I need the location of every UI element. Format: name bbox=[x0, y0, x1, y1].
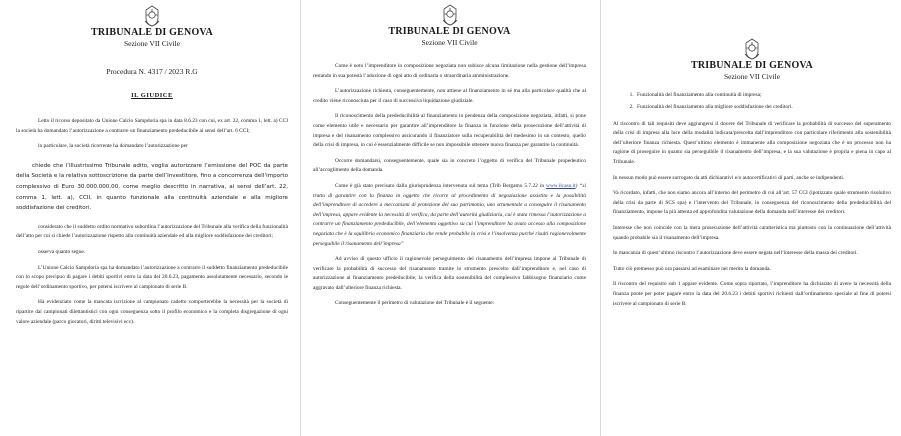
paragraph: Letto il ricorso depositato da Unione Calcio Sampdoria spa in data 8.6.23 con cui, ex art. 22, comma 1, lett. a) CCI la società ha domandato l’autorizzazione a contrarre un finanziamento prededucibile ai sensi dell’art. 6 CCI; bbox=[16, 118, 288, 134]
emblem-icon bbox=[441, 4, 459, 26]
paragraph: Interesse che non coincide con la mera prosecuzione dell’attività caratteristica ma piuttosto con la continuazione dell’attività quando probabile sia il risanamento dell’impresa. bbox=[613, 224, 891, 241]
paragraph: Come è noto l’imprenditore in composizione negoziata non subisce alcuna limitazione nella gestione dell’impresa restando in sua potestà l’adozione di ogni atto di ordinaria o straordinaria amministrazione. bbox=[313, 63, 586, 79]
paragraph: In nessun modo può essere surrogato da atti dichiarativi e/o autocertificativi di parti, anche se indipendenti. bbox=[613, 174, 845, 181]
paragraph: Il riscontro del requisito sub 1 appare evidente. Come sopra riportato, l’imprenditore ha dichiarato di avere la necessità della finanza ponte per poter pagare entro la data del 20.6.23 i debiti sportivi richiesti dall’ordinamento speciale al fine di potersi iscrivere al campionato di serie B. bbox=[613, 281, 891, 307]
paragraph: L’Unione Calcio Sampdoria spa ha domandato l’autorizzazione a contrarre il suddetto finanziamento prededucibile con lo scopo precipuo di pagare i debiti sportivi entro la data del 20.6.23, pagamento assolutamente necessario, secondo le regole dell’ordinamento sportivo, per potersi iscrivere al campionato di serie B. bbox=[16, 264, 288, 290]
emblem-icon bbox=[143, 5, 161, 27]
document-page-2 bbox=[300, 0, 600, 436]
paragraph: Va ricordato, infatti, che non siamo ancora all’interno del perimetro di cui all’art. 57 CCI (ipotizzato quale strumento risolutivo della crisi da parte di SCS spa) e l’intervento del Tribunale, in conseguenza del riconoscimento della prededucibilità del finanziamento, impone la più attenta ed approfondita valutazione della domanda nell’interesse dei creditori. bbox=[613, 190, 891, 216]
court-section: Sezione VII Civile bbox=[421, 38, 478, 47]
court-name: TRIBUNALE DI GENOVA bbox=[388, 26, 511, 37]
court-section: Sezione VII Civile bbox=[123, 39, 181, 48]
document-page-1 bbox=[0, 0, 300, 436]
paragraph: Il riconoscimento della prededucibilità al finanziamento in pendenza della composizione negoziata, infatti, si pone come elemento utile e necessario per garantire all’imprenditore la finanza in funzione della prosecuzione dell’attività di impresa e del risanamento complessivo assicurando il finanziatore sulla recuperabilità del medesimo in un contesto, quello della crisi di impresa, in cui è essenzialmente difficile se non impossibile ottenere nuova finanza per garantire la continuità. bbox=[313, 113, 586, 149]
paragraph: Tutto ciò premesso può ora passarsi ad esaminare nel merito la domanda. bbox=[613, 265, 771, 272]
paragraph-text: Come è già stato precisato dalla giurisprudenza intervenuta sul tema (Trib Bergamo 5.7.22 in bbox=[335, 182, 547, 189]
emblem-icon bbox=[743, 38, 761, 60]
paragraph: in particolare, la società ricorrente ha domandato l’autorizzazione per bbox=[38, 143, 188, 150]
paragraph: Al riscontro di tali requisiti deve aggiungersi il dovere del Tribunale di verificare la probabilità di successo del superamento della crisi di impresa alla luce della modalità indicata/prescelta dall’imprenditore con particolare riferimento alla sostenibilità dell’ulteriore finanza richiesta. Quest’ultimo elemento è immanente alla composizione negoziata che è un processo non ha ragione di proseguire in quanto sia perseguibile il risanamento dell’impresa, e la sua valutazione è propria e piena in capo al Tribunale. bbox=[613, 120, 891, 165]
evaluation-list bbox=[613, 90, 891, 114]
citation-quote: ) “si tratta di garantire con la finanza in oggetto che ricorre al procedimento di negoziazione assistita e la possibilità dell’imprenditore di accedere a meccanismi di protezione del suo patrimonio, uno strumentale a conseguire il risanamento dell’impresa, appare evidente la necessità di verifica, da parte dell’autorità giudiziaria, cui è stata rimessa l’autorizzazione a contrarre un finanziamento prededucibile, dell’elemento oggettivo su cui l’imprenditore ha avuto accesso alla composizione negoziata che è la squilibrio economico finanziario che rende probabile la crisi e l’insolvenza purché risulti ragionevolmente perseguibile il risanamento dell’impresa” bbox=[313, 182, 586, 247]
procedure-number: Procedura N. 4317 / 2023 R.G bbox=[106, 67, 198, 76]
court-name: TRIBUNALE DI GENOVA bbox=[91, 27, 213, 38]
quoted-request: chiede che l’Illustrissimo Tribunale adito, voglia autorizzare l’emissione del POC da parte della Società e la relativa sottoscrizione da parte dell’Investitore, fino a concorrenza dell’importo complessivo di Euro 30.000.000,00, come meglio descritto in narrativa, ai sensi dell’art. 22, comma 1, lett. a), CCII, in quanto funzionale alla continuità aziendale e alla migliore soddisfazione dei creditori. bbox=[16, 162, 288, 212]
list-item: 1. Funzionalità del finanziamento alla continuità di impresa; bbox=[635, 90, 891, 102]
judge-heading: IL GIUDICE bbox=[131, 92, 173, 99]
paragraph: considerato che il suddetto ordito normativo subordina l’autorizzazione del Tribunale alla verifica della funzionalità dell’atto per cui si chiede l’autorizzazione rispetto alla continuità aziendale ed alla migliore soddisfazione dei creditori; bbox=[16, 223, 288, 240]
paragraph: Ad avviso di questo ufficio il ragionevole perseguimento del risanamento dell’impresa impone al Tribunale di verificare la probabilità di successo del risanamento tramite lo strumento prescelto dall’imprenditore e, nel caso di autorizzazione al finanziamento prededucibile, la verifica della sostenibilità del complessivo fabbisogno finanziario come aggravato dall’ulteriore finanza richiesta. bbox=[313, 256, 586, 291]
document-page-3 bbox=[600, 0, 901, 436]
paragraph: osserva quanto segue. bbox=[38, 248, 86, 255]
paragraph: L’autorizzazione richiesta, conseguentemente, non attiene al finanziamento in sé ma alla particolare qualità che al credito viene riconosciuta per il caso di successiva liquidazione giudiziale. bbox=[313, 88, 586, 104]
ilcaso-link[interactable]: www.ilcaso.it bbox=[546, 182, 576, 189]
list-item: 2. Funzionalità del finanziamento alla migliore soddisfazione dei creditori. bbox=[635, 102, 891, 114]
paragraph: Occorre domandarsi, conseguentemente, quale sia in concreto l’oggetto di verifica del Tribunale propedeutico all’accoglimento della domanda. bbox=[313, 157, 586, 174]
court-section: Sezione VII Civile bbox=[723, 72, 781, 81]
court-name: TRIBUNALE DI GENOVA bbox=[691, 60, 813, 71]
paragraph: Conseguentemente il perimetro di valutazione del Tribunale è il seguente: bbox=[335, 300, 495, 307]
paragraph: Ha evidenziato come la mancata iscrizione al campionato cadetto comporterebbe la necessità per la società di ripartire dai campionati dilettantistici con ogni conseguenza sotto il profilo economico e la completa disgregazione di ogni valore aziendale (parco giocatori, diritti televisivi ecc). bbox=[16, 299, 288, 325]
paragraph: In mancanza di quest’ultimo riscontro l’autorizzazione deve essere negata nell’interesse della massa dei creditori. bbox=[613, 250, 858, 257]
paragraph bbox=[313, 182, 586, 249]
